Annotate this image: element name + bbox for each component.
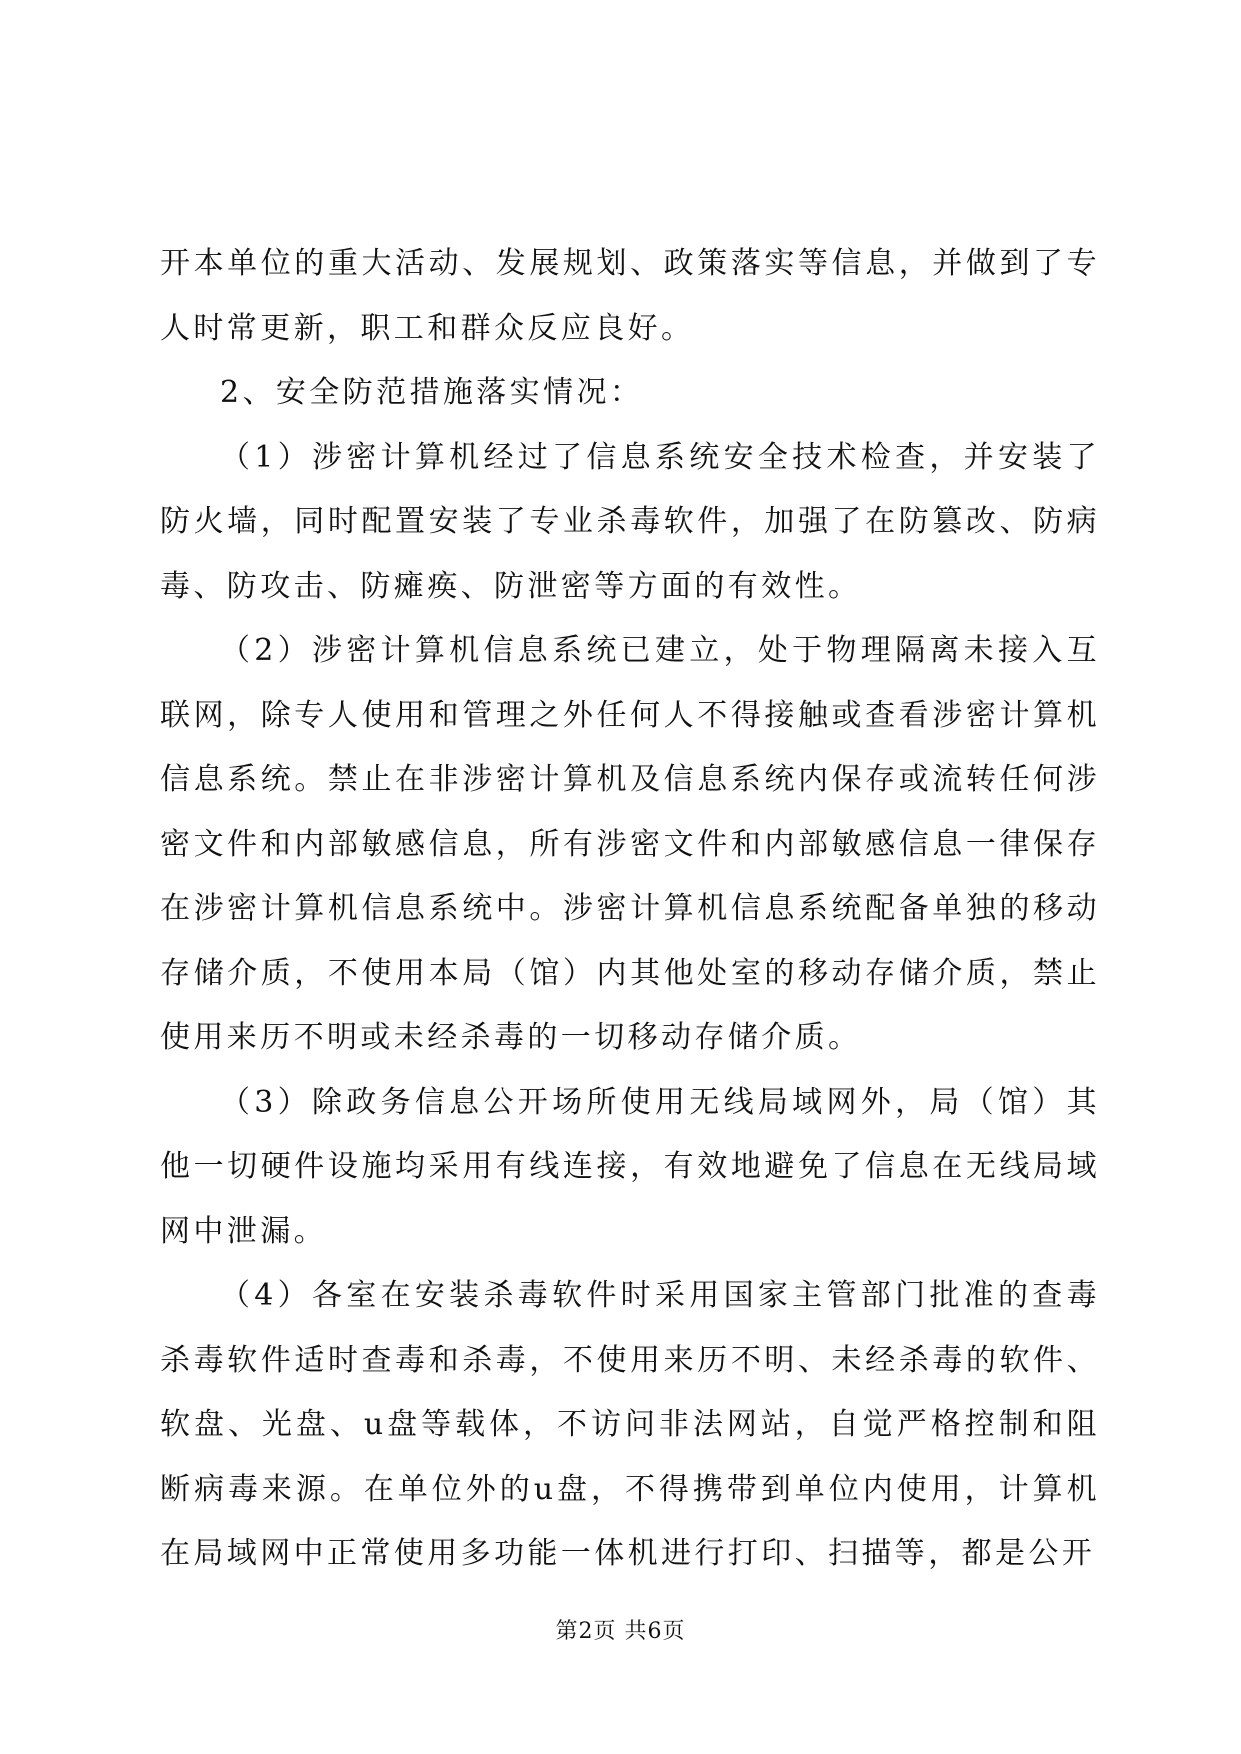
paragraph-item-1: （1）涉密计算机经过了信息系统安全技术检查，并安装了防火墙，同时配置安装了专业杀毒软件，加强了在防篡改、防病毒、防攻击、防瘫痪、防泄密等方面的有效性。 bbox=[160, 439, 1100, 604]
section-heading: 2、安全防范措施落实情况： bbox=[220, 375, 644, 410]
paragraph-item-4: （4）各室在安装杀毒软件时采用国家主管部门批准的查毒杀毒软件适时查毒和杀毒，不使用来历不明、未经杀毒的软件、软盘、光盘、u盘等载体，不访问非法网站，自觉严格控制和阻断病毒来源。在单位外的u盘，不得携带到单位内使用，计算机在局域网中正常使用多功能一体机进行打印、扫描等，都是公开 bbox=[160, 1278, 1100, 1571]
document-body bbox=[160, 232, 1100, 1587]
paragraph-continuation: 开本单位的重大活动、发展规划、政策落实等信息，并做到了专人时常更新，职工和群众反应良好。 bbox=[160, 246, 1100, 346]
page-footer: 第2页 共6页 bbox=[555, 1619, 686, 1644]
paragraph-item-2: （2）涉密计算机信息系统已建立，处于物理隔离未接入互联网，除专人使用和管理之外任何人不得接触或查看涉密计算机信息系统。禁止在非涉密计算机及信息系统内保存或流转任何涉密文件和内部敏感信息，所有涉密文件和内部敏感信息一律保存在涉密计算机信息系统中。涉密计算机信息系统配备单独的移动存储介质，不使用本局（馆）内其他处室的移动存储介质，禁止使用来历不明或未经杀毒的一切移动存储介质。 bbox=[160, 633, 1100, 1055]
paragraph-item-3: （3）除政务信息公开场所使用无线局域网外，局（馆）其他一切硬件设施均采用有线连接，有效地避免了信息在无线局域网中泄漏。 bbox=[160, 1084, 1100, 1249]
